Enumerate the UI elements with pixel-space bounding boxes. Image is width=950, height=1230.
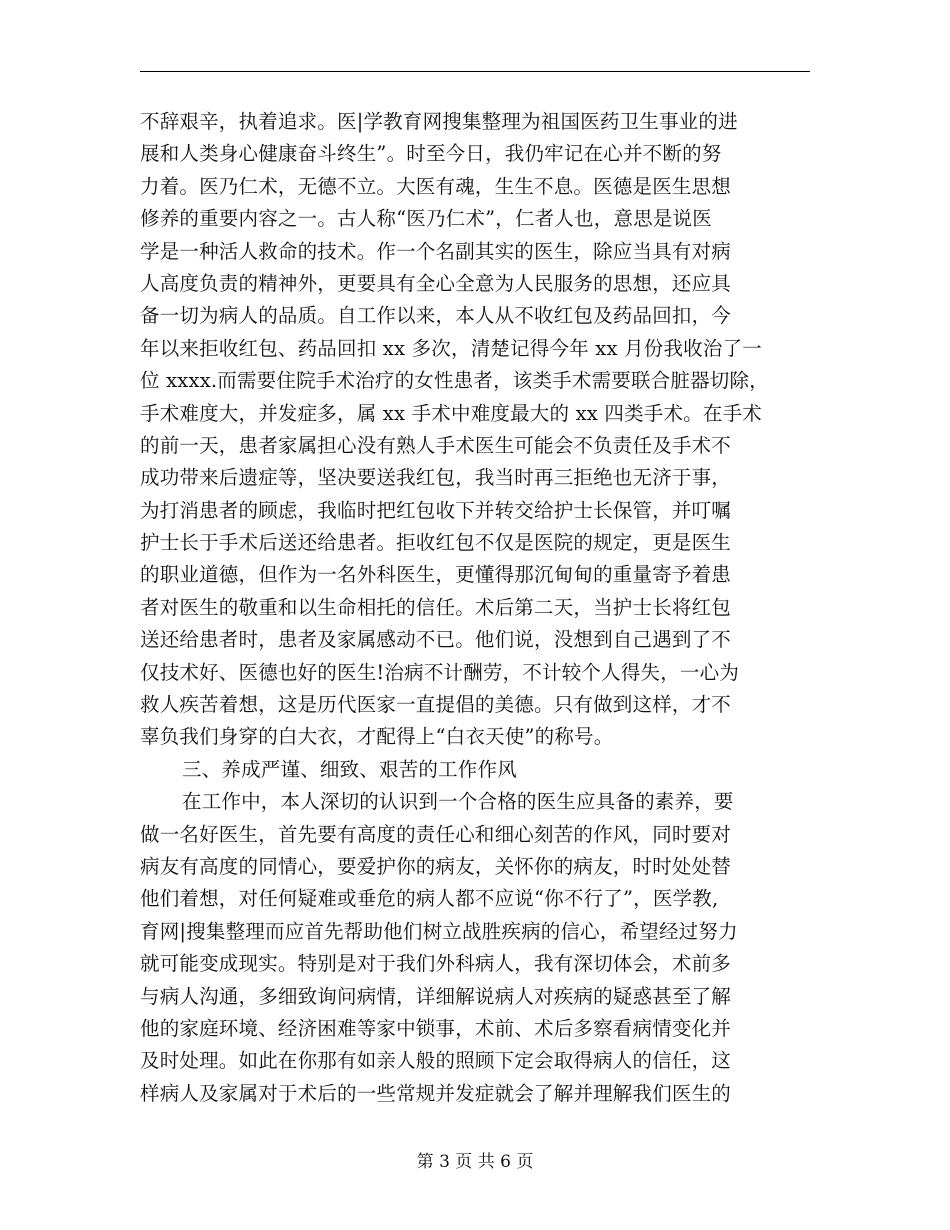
- text-line: 手术难度大，并发症多，属 xx 手术中难度最大的 xx 四类手术。在手术: [140, 401, 762, 425]
- text-line: 力着。医乃仁术，无德不立。大医有魂，生生不息。医德是医生思想: [140, 174, 732, 198]
- body-text: [140, 106, 820, 1110]
- text-line: 与病人沟通，多细致询问病情，详细解说病人对疾病的疑惑甚至了解: [140, 984, 732, 1008]
- text-line: 送还给患者时，患者及家属感动不已。他们说，没想到自己遇到了不: [140, 628, 732, 652]
- text-line: 的前一天，患者家属担心没有熟人手术医生可能会不负责任及手术不: [140, 433, 732, 457]
- text-line: 位 xxxx.而需要住院手术治疗的女性患者，该类手术需要联合脏器切除，: [140, 369, 769, 393]
- header-rule: [140, 71, 810, 72]
- text-line: 展和人类身心健康奋斗终生”。时至今日，我仍牢记在心并不断的努: [140, 142, 722, 166]
- text-line: 救人疾苦着想，这是历代医家一直提倡的美德。只有做到这样，才不: [140, 693, 732, 717]
- text-line: 年以来拒收红包、药品回扣 xx 多次，清楚记得今年 xx 月份我收治了一: [140, 336, 762, 360]
- text-line: 护士长于手术后送还给患者。拒收红包不仅是医院的规定，更是医生: [140, 531, 732, 555]
- text-line: 学是一种活人救命的技术。作一个名副其实的医生，除应当具有对病: [140, 239, 732, 263]
- text-line: 仅技术好、医德也好的医生!治病不计酬劳，不计较个人得失，一心为: [140, 660, 740, 684]
- page-number: 第 3 页 共 6 页: [416, 1152, 534, 1172]
- text-line: 为打消患者的顾虑，我临时把红包收下并转交给护士长保管，并叮嘱: [140, 498, 732, 522]
- text-line: 在工作中，本人深切的认识到一个合格的医生应具备的素养，要: [182, 790, 734, 814]
- text-line: 样病人及家属对于术后的一些常规并发症就会了解并理解我们医生的: [140, 1081, 732, 1105]
- text-line: 他的家庭环境、经济困难等家中锁事，术前、术后多察看病情变化并: [140, 1016, 732, 1040]
- text-line: 成功带来后遗症等，坚决要送我红包，我当时再三拒绝也无济于事，: [140, 466, 732, 490]
- text-line: 及时处理。如此在你那有如亲人般的照顾下定会取得病人的信任，这: [140, 1049, 732, 1073]
- text-line: 育网|搜集整理而应首先帮助他们树立战胜疾病的信心，希望经过努力: [140, 919, 738, 943]
- text-line: 修养的重要内容之一。古人称“医乃仁术”，仁者人也，意思是说医: [140, 207, 712, 231]
- text-line: 者对医生的敬重和以生命相托的信任。术后第二天，当护士长将红包: [140, 595, 732, 619]
- text-line: 辜负我们身穿的白大衣，才配得上“白衣天使”的称号。: [140, 725, 614, 749]
- text-line: 就可能变成现实。特别是对于我们外科病人，我有深切体会，术前多: [140, 952, 732, 976]
- text-line: 备一切为病人的品质。自工作以来，本人从不收红包及药品回扣，今: [140, 304, 732, 328]
- text-line: 做一名好医生，首先要有高度的责任心和细心刻苦的作风，同时要对: [140, 822, 732, 846]
- text-line: 他们着想，对任何疑难或垂危的病人都不应说“你不行了”，医学教,: [140, 887, 719, 911]
- text-line: 人高度负责的精神外，更要具有全心全意为人民服务的思想，还应具: [140, 271, 732, 295]
- section-heading: 三、养成严谨、细致、艰苦的工作作风: [182, 757, 517, 781]
- text-line: 的职业道德，但作为一名外科医生，更懂得那沉甸甸的重量寄予着患: [140, 563, 732, 587]
- text-line: 病友有高度的同情心，要爱护你的病友，关怀你的病友，时时处处替: [140, 854, 732, 878]
- text-line: 不辞艰辛，执着追求。医|学教育网搜集整理为祖国医药卫生事业的进: [140, 110, 738, 133]
